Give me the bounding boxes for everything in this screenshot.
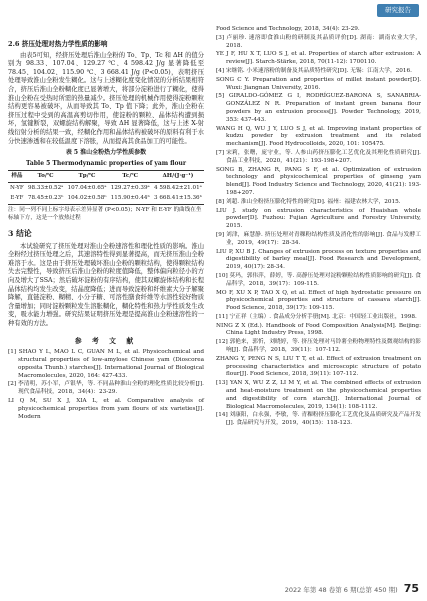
reference-item: [10] 莫玛，郭伟萍，薛婷，等. 高静压处理对淀粉颗粒结构性质影响的研究[J]. 食品科学，2018，39(17)：109-115. — [216, 272, 421, 287]
left-column — [8, 40, 204, 422]
reference-item: SONG B, ZHANG R, PANG S F, et al. Optimization of extrusion technology and physicochemical properties of ginseng yam blend[J]. Food Industry Science and Technology, 2020, 41(21): 193-198+207. — [216, 166, 421, 196]
table5-caption-en: Table 5 Thermodynamic properties of yam flour — [25, 160, 187, 168]
table-cell: N-YF — [10, 184, 24, 191]
page-header — [0, 0, 427, 22]
reference-item: Food Science and Technology, 2018, 34(4): 23-29. — [216, 26, 360, 32]
reference-item: [3] 卢丽珍. 速溶即食淮山粉的研制及其品质评价[D]. 湖南：湖南农业大学，2018. — [216, 34, 421, 49]
section-2-6-paragraph: 由表5可知，经挤压处理后淮山全粉的 To、Tp、Tc 和 ΔH 的值分别为 98.33、107.04、129.27 ℃、4 598.42 J/g 显著降低至 78.45、104.02、115.90 ℃、3 668.41 J/g (P<0.05)，表明挤压处理导致淮山全粉发生糊化。这与上述糊化度变化情况的分析结果相符合，挤压后淮山全粉糊化度已显著增大，将部分淀粉进行了糊化，使得淮山全粉在受热时所需的热量减少。挤压处理的机械作用使得淀粉颗粒结构更容易被破坏，从而导致其 To、Tp 值下降；此外，淮山全粉在挤压过程中受到的高温高剪切作用，使淀粉的颗粒、晶体结构遭到损坏，氢键断裂，双螺旋结构解聚，导致 ΔH 显著降低，这与上述 X-射线衍射分析的结果一致，经糊化作用和晶体结构被破坏的原料有利于水分快速渗透和在较低温度下溶胀，从而提高其食品加工的可能性。 — [8, 51, 204, 145]
table-cell: 129.27±0.39ᵃ — [110, 184, 150, 191]
section-3-title: 3 结论 — [8, 229, 32, 239]
table5-header: To/℃ — [26, 171, 66, 183]
reference-item: [7] 宋莉，张曙，庞守业，等. 人参山药挤压膨化工艺优化及其理化性质研究[J]. 食品工业科技，2020，41(21)：193-198+207. — [216, 149, 421, 164]
reference-item: ZHANG Y, PENG N S, LIU T T, et al. Effect of extrusion treatment on processing characteristics and microscopic structure of potato flour[J]. Food Science, 2018, 39(11): 107-112. — [216, 355, 421, 378]
section-2-6-title: 2.6 挤压处理对热力学性质的影响 — [8, 40, 108, 48]
reference-item: [2] 李清明，苏小军，卢银华，等. 不同品种淮山全粉的理化性质比较分析[J]. 现代食品科技，2018，34(4)：23-29. — [8, 381, 204, 396]
table5-header: 样品 — [8, 171, 26, 183]
page-number: 75 — [403, 582, 419, 595]
table-cell: 104.02±0.58ᵇ — [65, 193, 108, 204]
reference-item: [11] 宁正祥（主编）. 食品成分分析手册[M]. 北京：中国轻工业出版社，1998. — [216, 313, 417, 320]
reference-item: [14] 刘康阳，白永强，李敏，等. 青稞粉挤压膨化工艺优化及品质研究及产品开发[J]. 食品研究与开发，2019，40(15)：118-123. — [216, 412, 421, 427]
reference-item: [13] YAN X, WU Z Z, LI M Y, et al. The combined effects of extrusion and heat-moisture treatment on the physicochemical properties and digestibility of corn starch[J]. International Journal of Biological Macromolecules, 2019, 134(1): 108-1112. — [216, 380, 421, 410]
table5-note: 注：同一列不同上标字母表示差异显著 (P<0.05)；N-YF 和 E-YF 的曲线在坐标轴下方，这是一个放热过程 — [8, 206, 202, 221]
reference-item: LIU P, XU B J. Changes of extrusion process on texture properties and digestibility of barley meal[J]. Food Research and Development, 2019, 40(17): 28-34. — [216, 248, 421, 271]
table-cell: 107.04±0.65ᵃ — [67, 184, 107, 191]
reference-item: [4] 宋继铭. 小米速溶粉的制备及其品质特性研究[D]. 无锡：江南大学，2016. — [216, 67, 412, 74]
table-cell: 3 668.41±15.36ᵇ — [152, 193, 204, 204]
references-title: 参 考 文 献 — [74, 336, 138, 345]
table5-header: Tp/℃ — [65, 171, 108, 183]
reference-item: [5] GIRALDO-GÓMEZ G I, RODRÍGUEZ-BARONA S, SANABRIA-GONZÁLEZ N R. Preparation of instant green banana flour powders by an extrusion process[J]. Powder Technology, 2019, 353: 437-443. — [216, 93, 421, 123]
table-row — [8, 182, 204, 193]
reference-item: MO F, XU X P, TAO X Q, et al. Effect of high hydrostatic pressure on physicochemical properties and structure of cassava starch[J]. Food Science, 2018, 39(17): 109-115. — [216, 289, 421, 312]
table5-caption-cn: 表 5 淮山全粉热力学性质参数 — [65, 149, 147, 157]
reference-item: [8] 刘超. 淮山全粉挤压膨化特性的研究[D]. 福州：福建农林大学，2015. — [216, 198, 401, 205]
reference-item: SONG C Y. Preparation and properties of millet instant powder[D]. Wuxi: Jiangnan University, 2016. — [216, 76, 421, 91]
issue-info: 2022 年第 48 卷第 6 期(总第 450 期) — [284, 586, 398, 594]
reference-item: [1] SHAO Y L, MAO L C, GUAN M L, et al. Physicochemical and structural properties of low-amylose Chinese yam (Dioscorea opposita Thunb.) starches[J]. International Journal of Biological Macromolecules, 2020, 164: 427-433. — [8, 349, 204, 379]
table-cell: 98.33±0.52ᵃ — [27, 184, 64, 191]
table5-header: ΔH/(J·g⁻¹) — [152, 171, 204, 183]
reference-item: [9] 刘津，麻慧静. 挤压处理对青稞粉结构性质及消化性的影响[J]. 食品与发酵工业，2019，49(17)：28-34. — [216, 231, 421, 246]
section-3-paragraph: 本试验研究了挤压处理对淮山全粉速溶性和理化性质的影响。淮山全粉经过挤压处理之后，其速溶特性得到显著提高，而无挤压淮山全粉难溶于水。这是由于挤压处理破坏淮山全粉的颗粒结构，使得颗粒结构失去完整性，导致挤压后淮山全粉的粒度值降低，整体偏向粒径小的方向及增大了SSA；然后破坏淀粉的有序结构，使其双螺旋体结构和长程晶体结构均发生改变，结晶度降低；进而导致淀粉和纤维素大分子解聚降解，直链淀粉、糊精、小分子糖、可溶性膳食纤维等水溶性较好物质含量增加；同时淀粉颗粒发生溶胀糊化，糊化特性和热力学性质发生改变，吸水能力增强。研究结果证明挤压处理是提高淮山全粉速溶性的一种有效的方法。 — [8, 242, 204, 328]
reference-item: [12] 郭艳来，郭忻，刘晓婷，等. 挤压处理对马铃薯全粉物理特性及微观结构的影响[J]. 食品科学，2018，39(11)：107-112. — [216, 339, 421, 354]
table5 — [8, 170, 204, 205]
table-row — [8, 193, 204, 204]
reference-item: LIU J. study on extrusion characteristics of Huaishan whole powder[D]. Fuzhou: Fujian Agriculture and Forestry University, 2015. — [216, 207, 421, 230]
reference-item: NING Z X (Ed.). Handbook of Food Composition Analysis[M]. Beijing: China Light Industry Press, 1998. — [216, 322, 421, 337]
reference-item: WANG H Q, WU J Y, LUO S J, et al. Improving instant properties of kudzu powder by extrusion treatment and its related mechanism[J]. Food Hydrocolloids, 2020, 101: 105475. — [216, 125, 421, 148]
page-footer — [285, 582, 419, 595]
table-cell: 78.45±0.23ᵇ — [26, 193, 66, 204]
right-column — [216, 26, 421, 429]
table-cell: 115.90±0.44ᵇ — [109, 193, 152, 204]
table5-header: Tc/℃ — [109, 171, 152, 183]
section-badge: 研究报告 — [377, 4, 419, 17]
table-cell: 4 598.42±21.01ᵃ — [154, 184, 202, 191]
reference-item: LI Q M, SU X J, XIA L, et al. Comparative analysis of physicochemical properties from yam flours of six varieties[J]. Modern — [8, 398, 204, 420]
reference-item: YE J F, HU X T, LUO S J, et al. Properties of starch after extrusion: A review[J]. Starch-Stärke, 2018, 70(11-12): 1700110. — [216, 51, 421, 66]
table-cell: E-YF — [8, 193, 26, 204]
